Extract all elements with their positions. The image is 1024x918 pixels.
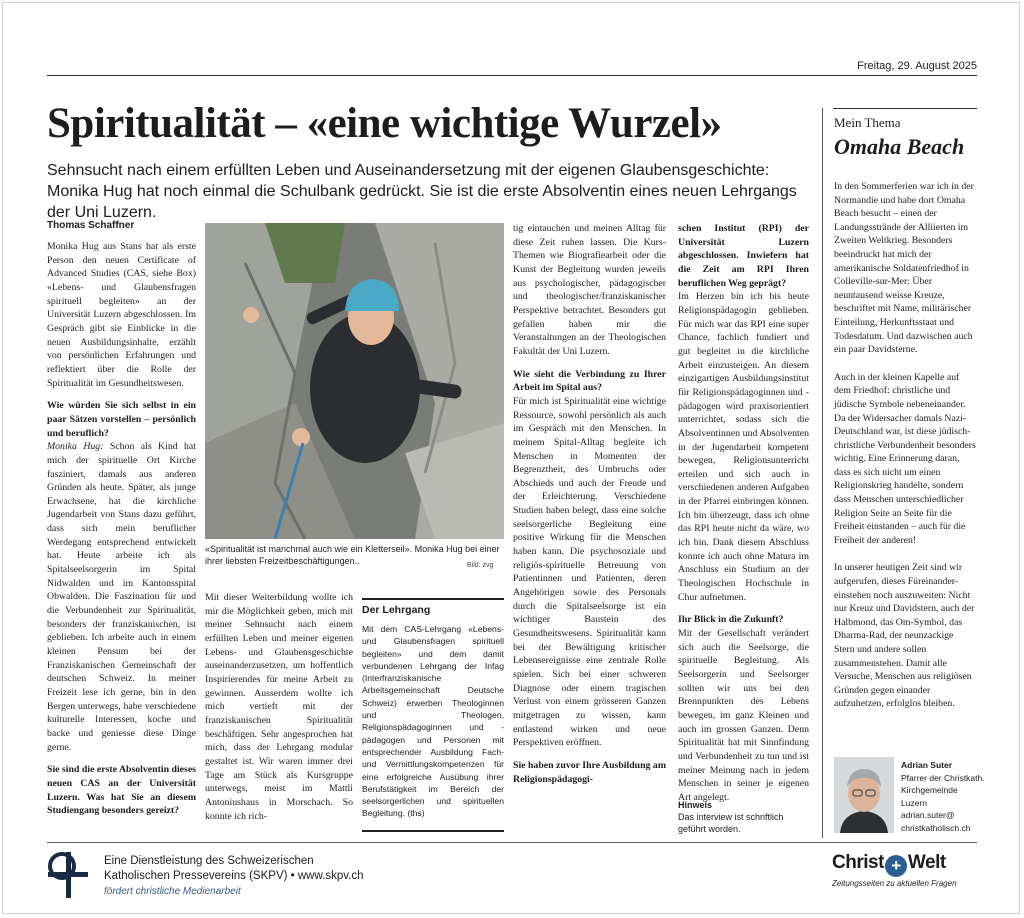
christ-welt-logo [832, 852, 946, 877]
author-bio [901, 759, 985, 835]
bio-role-1: Pfarrer der Christkath. [901, 772, 985, 783]
brand-tagline: Zeitungsseiten zu aktuellen Fragen [832, 879, 957, 888]
info-box-title: Der Lehrgang [362, 604, 431, 616]
sidebar-paragraph-2: Auch in der kleinen Kapelle auf dem Friedhof: christliche und jüdische Symbole nebeneinander. Da der Widersacher damals Nazi-Deutschland war, ist diese jüdisch-christliche Verbundenheit besonders wichtig. Eine Erinnerung daran, dass es sich nicht um einen Religionskrieg handelte, sondern dass Menschen unterschiedlicher Religion Seite an Seite für die Freiheit einstanden – auch für die Freiheit der anderen! [834, 371, 976, 546]
article-column-1 [47, 240, 196, 835]
cross-icon: + [885, 855, 907, 877]
bio-name: Adrian Suter [901, 760, 953, 770]
note [678, 799, 808, 835]
article-column-3 [513, 222, 666, 842]
question-3: Wie sieht die Verbindung zu Ihrer Arbeit im Spital aus? [513, 368, 666, 394]
intro-paragraph: Monika Hug aus Stans hat als erste Person den neuen Certificate of Advanced Studies (CAS, siehe Box) «Lebens- und Glaubensfragen spirituell begleiten» an der Universität Luzern abgeschlossen. Im Gespräch gibt sie Einblicke in die neuen Ausbildungsinhalte, erzählt von persönlichen Erfahrungen und reflektiert über die Rolle der Spiritualität im Gesundheitswesen. [47, 241, 196, 389]
sidebar-paragraph-1: In den Sommerferien war ich in der Normandie und habe dort Omaha Beach besucht – einen der Landungsstrände der Alliierten im Zweiten Weltkrieg. Besonders beeindruckt hat mich der amerikanische Soldatenfriedhof in Colleville-sur-Mer: Über neuntausend weisse Kreuze, beschriftet mit Name, militärischer Einteilung, Herkunftsstaat und Todesdatum. Und dazwischen auch ein paar Davidsterne. [834, 181, 974, 356]
article-author: Thomas Schaffner [47, 220, 135, 231]
bio-email-2: christkatholisch.ch [901, 822, 971, 833]
question-5: Ihr Blick in die Zukunft? [678, 614, 784, 626]
article-headline: Spiritualität – «eine wichtige Wurzel» [47, 100, 722, 147]
sidebar-title: Omaha Beach [834, 134, 965, 159]
bio-email-1: adrian.suter@ [901, 810, 955, 821]
sidebar-column [834, 180, 976, 725]
article-column-2 [205, 591, 353, 837]
question-2: Sie sind die erste Absolventin dieses neuen CAS an der Universität Luzern. Was hat Sie an diesem Studiengang besonders gereizt? [47, 764, 196, 817]
top-rule [47, 75, 977, 76]
author-portrait [834, 757, 894, 833]
speaker-label: Monika Hug: [47, 441, 104, 453]
bottom-rule [47, 842, 977, 843]
sidebar-kicker: Mein Thema [834, 115, 901, 130]
article-lead: Sehnsucht nach einem erfüllten Leben und Auseinandersetzung mit der eigenen Glaubensgeschichte: Monika Hug hat noch einmal die Schulbank gedrückt. Sie ist die erste Absolventin eines neuen Lehrgangs der Uni Luzern. [47, 162, 797, 221]
brand-right: Welt [907, 852, 946, 873]
sidebar-paragraph-3: In unserer heutigen Zeit sind wir aufgerufen, dieses Füreinander-einstehen noch auszuweiten: Nicht nur Kreuz und Davidstern, auch der Halbmond, das Om-Symbol, das Dharma-Rad, der neunzackige Stern und andere sollen zusammenstehen. Damit alle Versuche, Menschen aus religiösen Gründen gegen einander aufzuhetzen, erfolglos bleiben. [834, 562, 975, 710]
info-box-text: Mit dem CAS-Lehrgang «Lebens- und Glaubensfragen spirituell begleiten» und dem damit verbundenen Lehrgang der Infag (Interfranziskanische Arbeitsgemeinschaft Deutsche Schweiz) erwerben Theologinnen und Theologen, Religionspädagoginnen und -pädagogen und Personen mit entsprechender Ausbildung Fach- und Vermittlungskompetenzen für eine erfolgreiche Ausübung ihrer Berufstätigkeit im Bereich der seelsorgerlichen und spirituellen Begleitung. (ths) [362, 624, 504, 819]
bio-place: Luzern [901, 797, 927, 808]
photo-caption: «Spiritualität ist manchmal auch wie ein Kletterseil». Monika Hug bei einer ihrer liebsten Freizeitbeschäftigungen.. [205, 544, 500, 566]
sidebar-divider [822, 108, 823, 838]
answer-4: Im Herzen bin ich bis heute Religionspädagogin geblieben. Für mich war das RPI eine super Chance, fachlich fundiert und gut begleitet in die kirchliche Arbeit einzusteigen. An diesem einzigartigen Ausbildungsinstitut für Religionspädagoginnen und -pädagogen wird praxisorientiert unterrichtet, sodass sich die Absolventinnen und Absolventen in der Jugendarbeit kompetent bewegen, Religionsunterricht erteilen und sich auch in verschiedenen anderen Aufgaben in der Pfarrei einbringen können. Ich bin überzeugt, dass ich ohne das RPI heute nicht da wäre, wo ich bin. Dank diesem Abschluss konnte ich auch ohne Matura im Anschluss ein Studium an der Theologischen Hochschule in Chur aufnehmen. [678, 291, 809, 603]
climbing-photo [205, 223, 504, 539]
answer-1-text: Schon als Kind hat mich der spirituelle Ort Kirche fasziniert, damals aus anderen Gründen als heute. Später, als junge Erwachsene, hat die kirchliche Jugendarbeit von Stans dazu geführt, dass sich mein beruflicher Werdegang entsprechend entwickelt hat. Heute arbeite ich als Spitalseelsorgerin im Spital Nidwalden und im Kantonsspital Obwalden. Die Faszination für und die Verbundenheit zur Spiritualität, besonders der franziskanischen, ist geblieben. Ich arbeite auch in einem kleinen Pensum bei der Franziskanischen Gemeinschaft der deutschen Schweiz. In meiner Freizeit lese ich gerne, bin in den Bergen unterwegs, habe verschiedene kulturelle Interessen, koche und backe und geniesse diese Dinge gerne. [47, 441, 197, 753]
footer-line-3: fördert christliche Medienarbeit [104, 886, 241, 897]
skpv-logo-icon [46, 850, 90, 898]
brand-left: Christ [832, 852, 884, 873]
photo-credit: Bild: zvg [467, 562, 494, 569]
question-4-continued: schen Institut (RPI) der Universität Luzern abgeschlossen. Inwiefern hat die Zeit am RPI Ihren beruflichen Weg geprägt? [678, 223, 809, 289]
note-title: Hinweis [678, 800, 713, 810]
portrait-illustration [834, 757, 894, 833]
answer-5: Mit der Gesellschaft verändert sich auch die Seelsorge, die spirituelle Begleitung. Als Seelsorgerin und Seelsorger sollten wir uns bei den Brennpunkten des Lebens bewegen, im ganz Kleinen und auch im grossen Ganzen. Denn Spiritualität hat mit Sinnfindung und Verbundenheit zu tun und ist meiner Meinung nach in jedem Menschen in seiner je eigenen Art angelegt. [678, 628, 809, 803]
answer-1 [47, 440, 196, 754]
answer-3: Für mich ist Spiritualität eine wichtige Ressource, sowohl persönlich als auch im Gespräch mit den Menschen. In meinem Spital-Alltag begleite ich Menschen in Momenten der Begrenztheit, des Umbruchs oder Abschieds und auch der Freude und der Erleichterung. Verschiedene Studien haben belegt, dass eine solche seelsorgerliche Begleitung eine positive Wirkung für die Menschen haben kann. Die psychosoziale und religiös-spirituelle Betreuung von Patientinnen und Patienten, deren Angehörigen sowie des Personals durch die Spitalseelsorge ist ein wichtiger Baustein des Gesundheitswesens. Spiritualität kann bei der Bewältigung kritischer Lebensereignisse eine zentrale Rolle spielen. Sich bei einer schweren Diagnose oder einem tragischen Verlust von einem grösseren Ganzen mitgetragen zu wissen, kann entlastend wirken und neue Perspektiven eröffnen. [513, 395, 666, 749]
footer-line-2: Katholischen Pressevereins (SKPV) • www.skpv.ch [104, 870, 364, 882]
issue-date: Freitag, 29. August 2025 [857, 60, 977, 72]
note-text: Das interview ist schriftlich geführt worden. [678, 812, 784, 834]
answer-2: Mit dieser Weiterbildung wollte ich mir die Möglichkeit geben, mich mit meiner Sehnsucht nach einem erfüllten Leben und meiner eigenen Lebens- und Glaubensgeschichte auseinanderzusetzen, um hoffentlich Inspirierendes für meine Arbeit zu gewinnen. Ausserdem wollte ich mich vertieft mit der franziskanischen Spiritualität beschäftigen. Sehr angesprochen hat mich, dass der Lehrgang modular gestaltet ist. Wir waren immer drei Tage am Stück als Kursgruppe unterwegs, meist im Mattli Antoniushaus in Morschach. So konnte ich rich- [205, 592, 353, 822]
question-4: Sie haben zuvor Ihre Ausbildung am Religionspädagogi- [513, 759, 666, 785]
footer-text [104, 854, 363, 899]
climber-illustration [205, 223, 504, 539]
sidebar-top-rule [833, 108, 977, 109]
footer-line-1: Eine Dienstleistung des Schweizerischen [104, 855, 314, 867]
article-column-4 [678, 222, 809, 803]
bio-role-2: Kirchgemeinde [901, 785, 958, 796]
info-box [362, 598, 504, 832]
question-1: Wie würden Sie sich selbst in ein paar Sätzen vorstellen – persönlich und beruflich? [47, 400, 196, 439]
answer-2-continued: tig eintauchen und meinen Alltag für diese Zeit ruhen lassen. Die Kurs-Themen wie Biografiearbeit oder die Kunst der Begleitung wurden jeweils aus psychologischer, pädagogischer und theologischer/franziskanischer Perspektive betrachtet. Besonders gut gefallen haben mir die Veranstaltungen an der Theologischen Fakultät der Uni Luzern. [513, 223, 666, 357]
